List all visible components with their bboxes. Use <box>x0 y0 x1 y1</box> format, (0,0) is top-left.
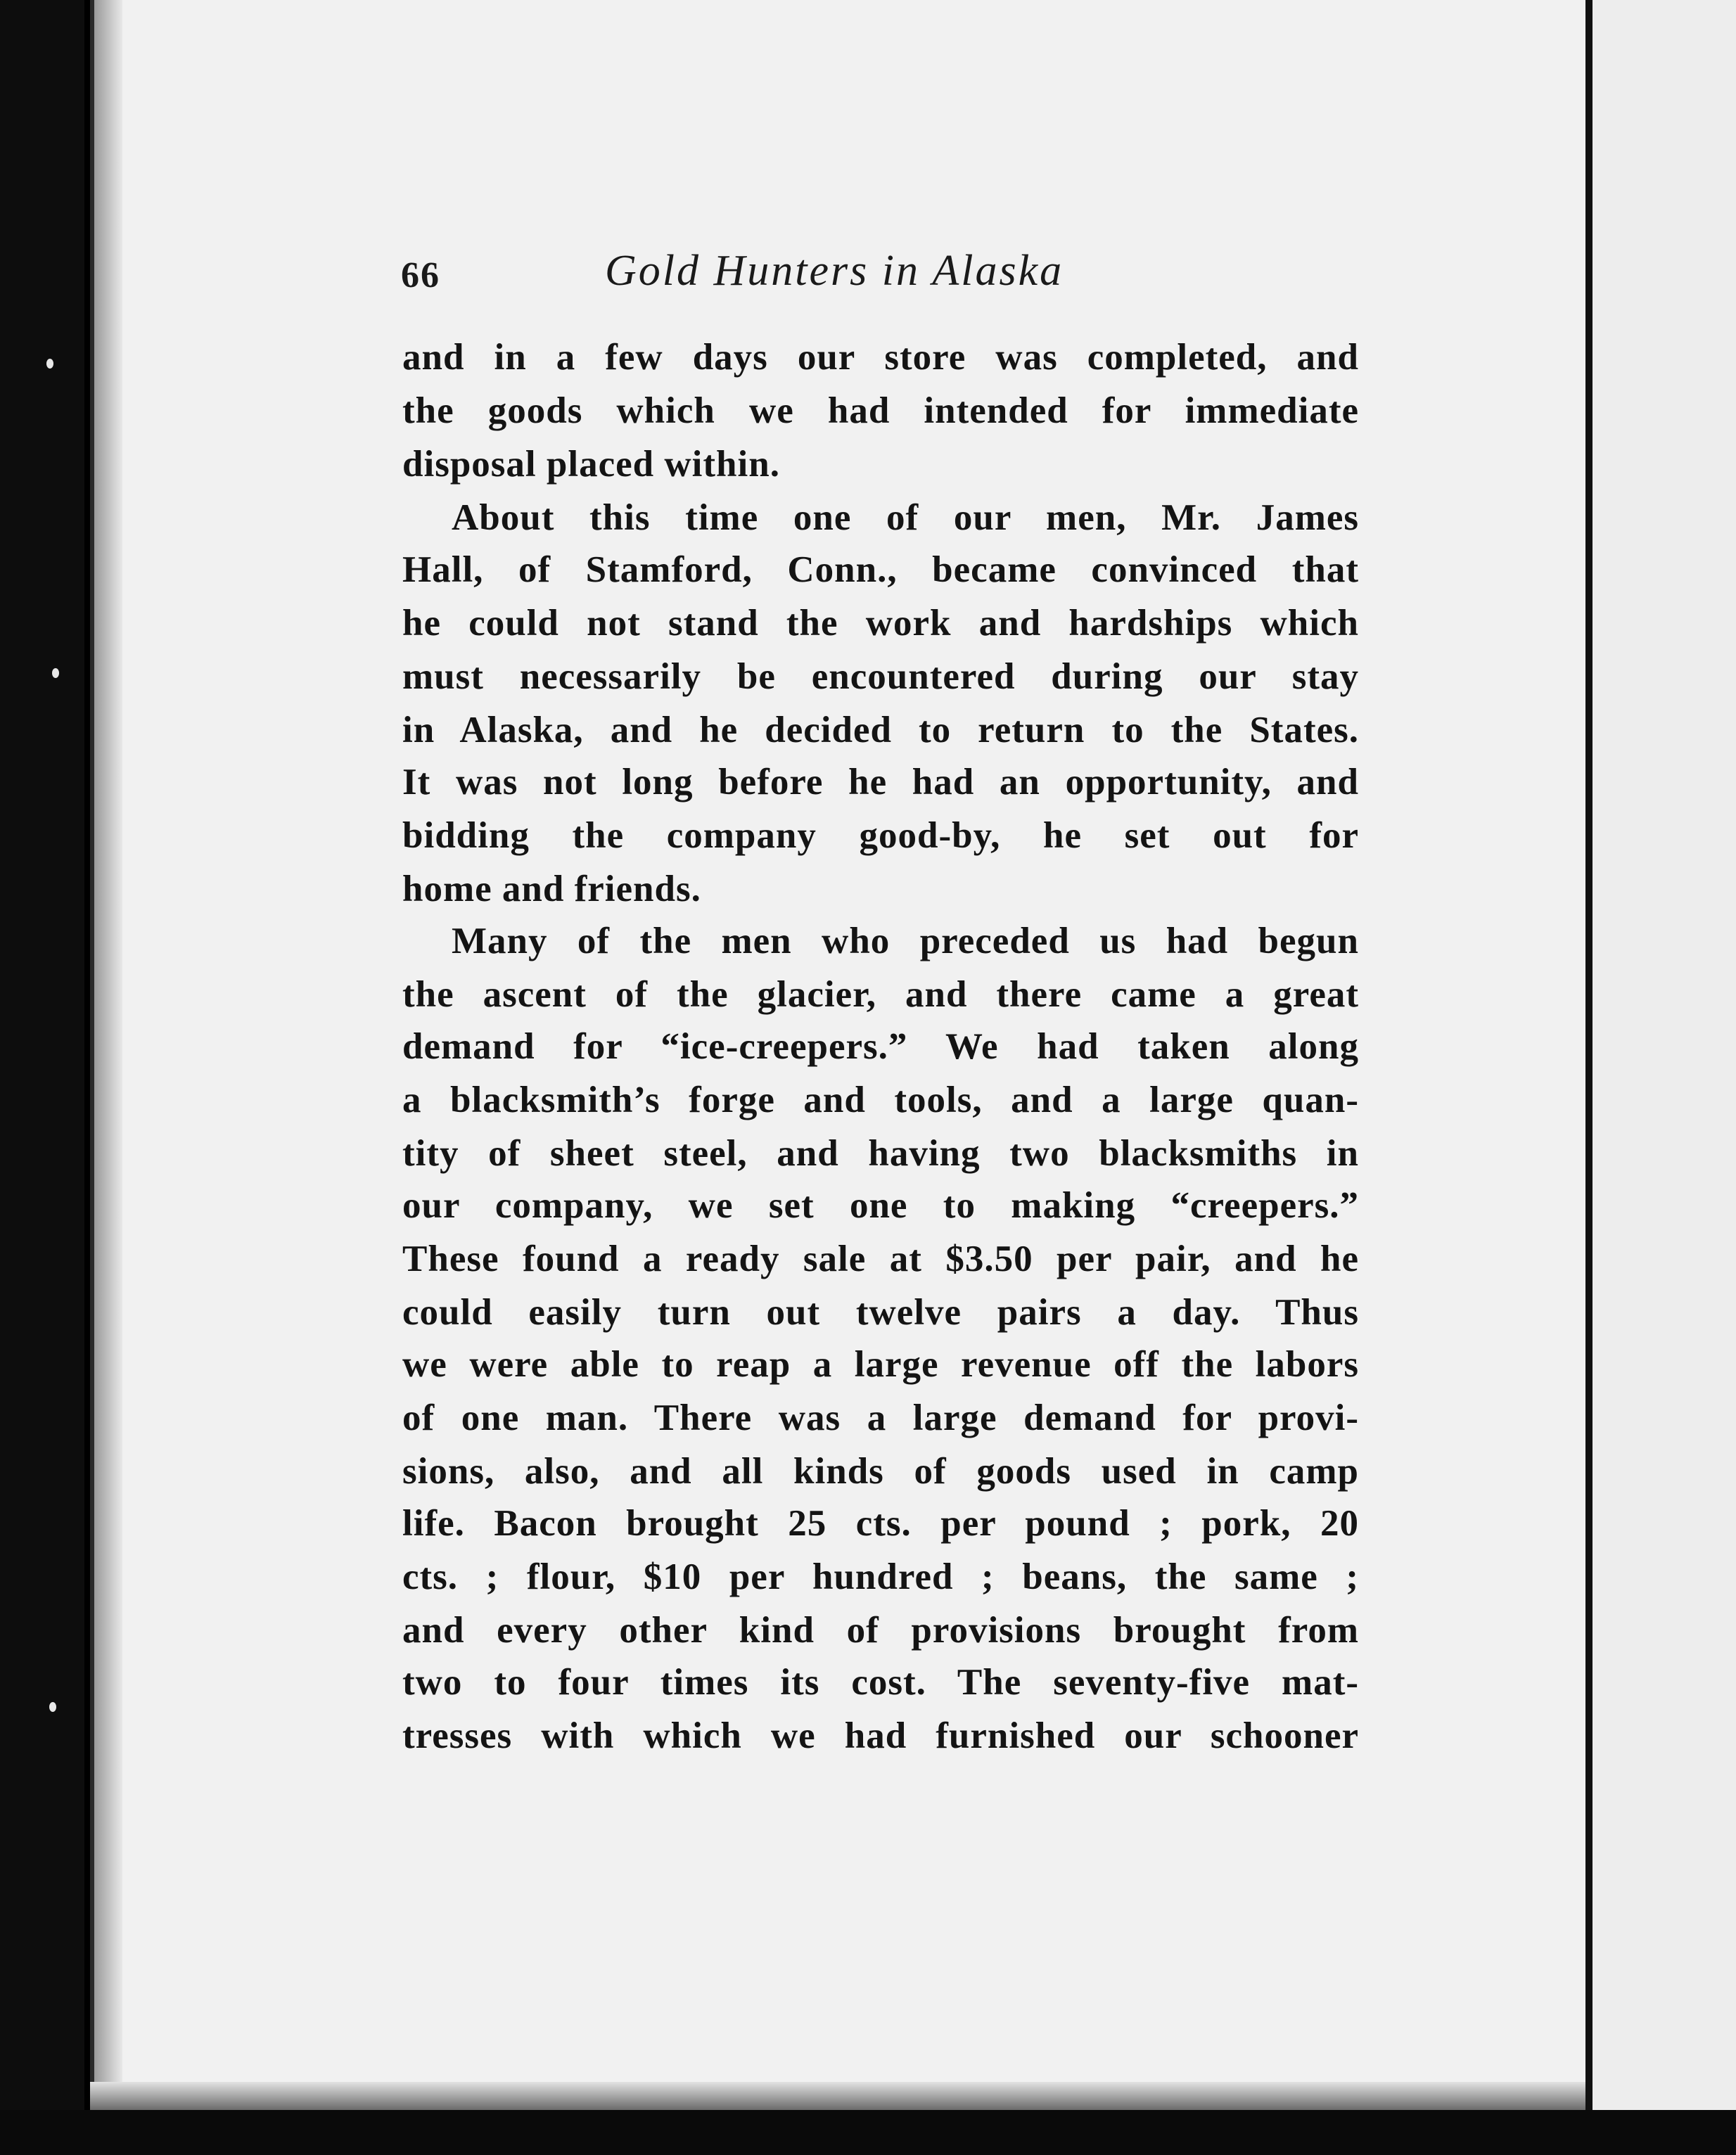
text-line: we were able to reap a large revenue off the labors <box>402 1344 1359 1385</box>
text-line: must necessarily be encountered during our stay <box>402 656 1359 697</box>
text-line: he could not stand the work and hardships which <box>402 603 1359 644</box>
text-line: the ascent of the glacier, and there came a great <box>402 974 1359 1015</box>
running-head <box>401 246 1175 302</box>
text-line: could easily turn out twelve pairs a day. Thus <box>402 1292 1359 1333</box>
text-line: It was not long before he had an opportunity, and <box>402 762 1359 802</box>
text-line: our company, we set one to making “creepers.” <box>402 1185 1359 1226</box>
text-line: two to four times its cost. The seventy-five mat- <box>402 1662 1359 1703</box>
text-line: sions, also, and all kinds of goods used in camp <box>402 1451 1359 1492</box>
next-page-edge <box>1593 0 1736 2110</box>
book-title: Gold Hunters in Alaska <box>605 247 1064 295</box>
bottom-page-shadow <box>90 2082 1585 2110</box>
text-line: home and friends. <box>402 869 701 909</box>
page-divider-rule <box>1585 0 1593 2110</box>
text-line: and every other kind of provisions brought from <box>402 1610 1359 1651</box>
edge-speck <box>49 1702 56 1712</box>
text-line: in Alaska, and he decided to return to the States. <box>402 710 1359 750</box>
text-line: tity of sheet steel, and having two blacksmiths in <box>402 1133 1359 1174</box>
paragraph-first-line: About this time one of our men, Mr. James <box>452 497 1359 538</box>
text-line: of one man. There was a large demand for provi- <box>402 1398 1359 1438</box>
text-line: disposal placed within. <box>402 444 780 485</box>
paragraph-first-line: Many of the men who preceded us had begun <box>452 921 1359 961</box>
edge-speck <box>46 359 53 369</box>
text-line: tresses with which we had furnished our schooner <box>402 1715 1359 1756</box>
text-line: life. Bacon brought 25 cts. per pound ; pork, 20 <box>402 1503 1359 1544</box>
text-line: These found a ready sale at $3.50 per pair, and he <box>402 1239 1359 1279</box>
text-line: the goods which we had intended for immediate <box>402 390 1359 431</box>
edge-speck <box>52 668 59 678</box>
text-line: bidding the company good-by, he set out for <box>402 815 1359 856</box>
text-line: demand for “ice-creepers.” We had taken along <box>402 1026 1359 1067</box>
bottom-dark-band <box>0 2110 1736 2155</box>
page-number: 66 <box>401 255 440 295</box>
text-line: Hall, of Stamford, Conn., became convinced that <box>402 549 1359 590</box>
gutter-shadow <box>94 0 122 2110</box>
text-line: and in a few days our store was completed, and <box>402 337 1359 378</box>
text-line: a blacksmith’s forge and tools, and a large quan- <box>402 1080 1359 1120</box>
text-line: cts. ; flour, $10 per hundred ; beans, the same ; <box>402 1556 1359 1597</box>
left-binding-edge <box>0 0 84 2155</box>
